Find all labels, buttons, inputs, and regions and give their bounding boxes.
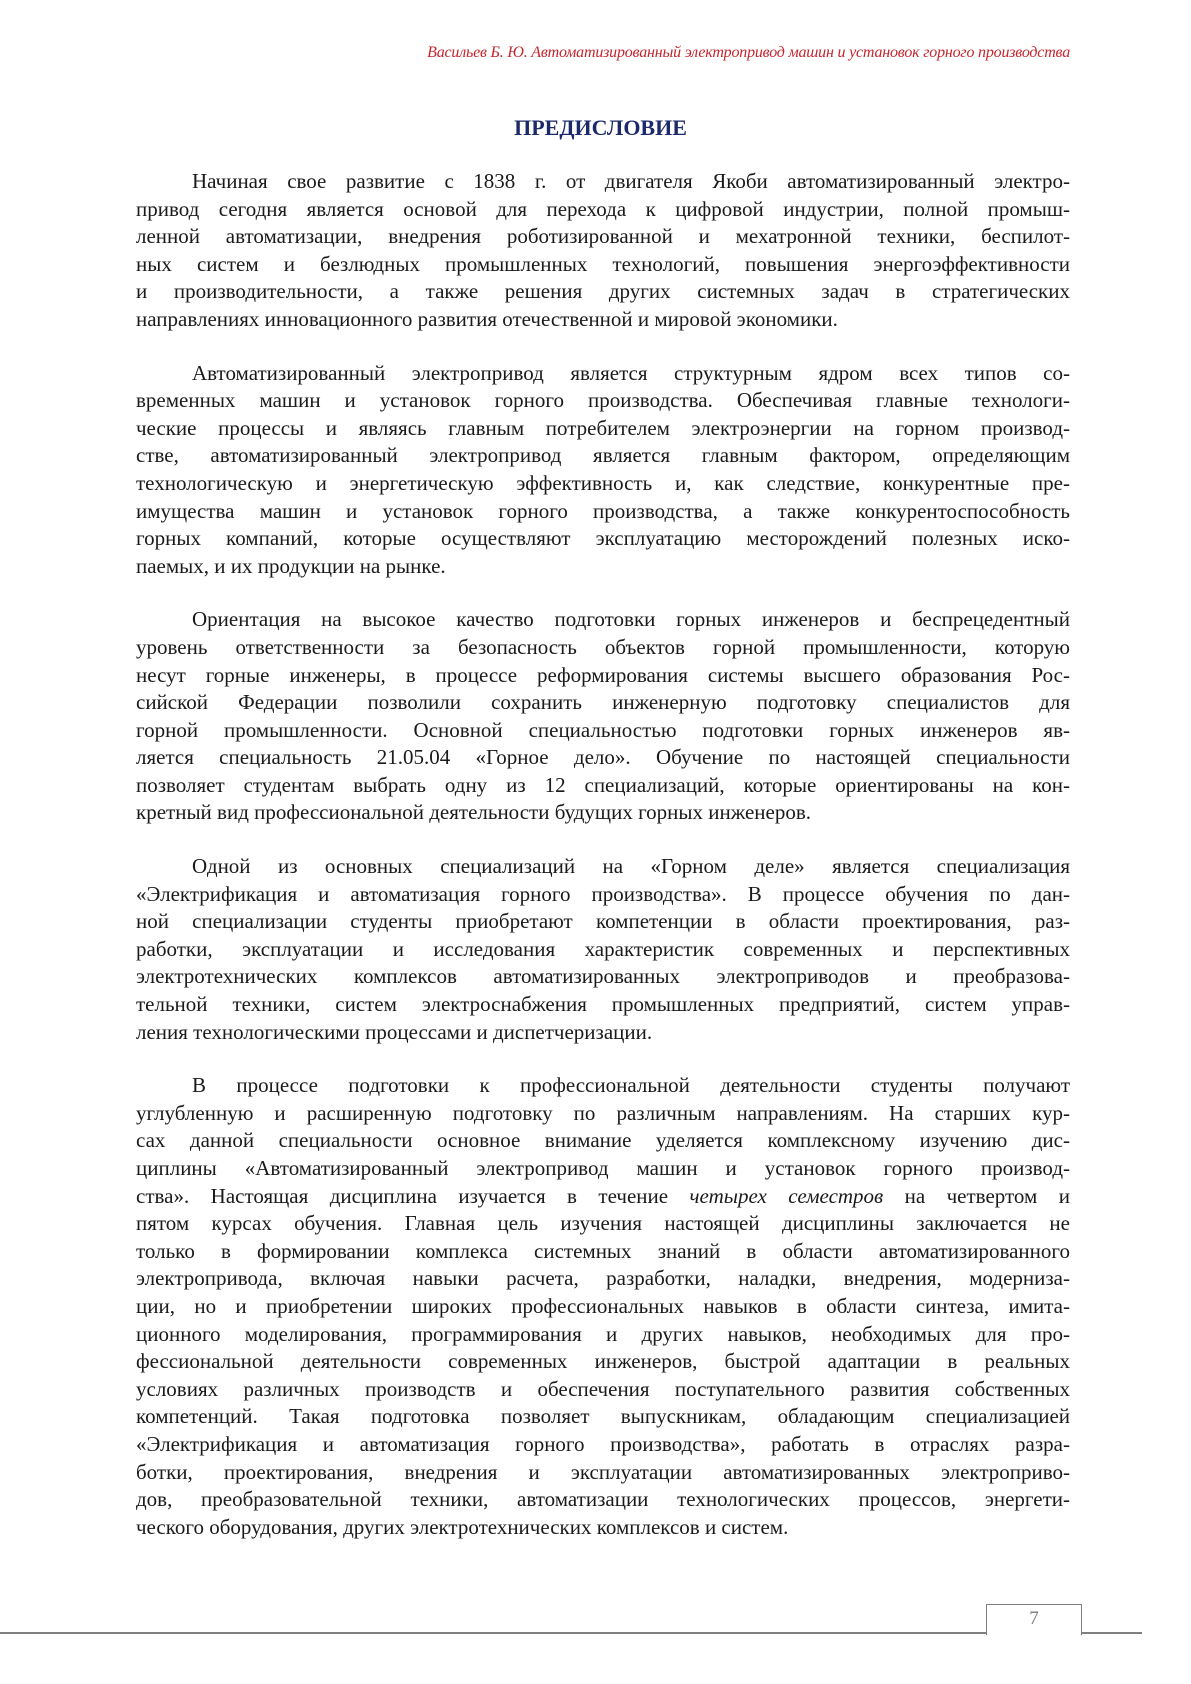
- text-line: кретный вид профессиональной деятельности будущих горных инженеров.: [136, 800, 812, 825]
- text-line: ляется специальность 21.05.04 «Горное дело». Обучение по настоящей специальности: [136, 745, 1070, 770]
- text-line: паемых, и их продукции на рынке.: [136, 553, 446, 578]
- text-line: привод сегодня является основой для перехода к цифровой индустрии, полной промыш-: [136, 196, 1070, 221]
- text-line: пятом курсах обучения. Главная цель изучения настоящей дисциплины заключается не: [136, 1211, 1070, 1236]
- italic-text: четырех семестров: [689, 1183, 884, 1208]
- text-line: ботки, проектирования, внедрения и эксплуатации автоматизированных электроприво-: [136, 1459, 1070, 1484]
- text-line: технологическую и энергетическую эффективность и, как следствие, конкурентные пре-: [136, 470, 1070, 495]
- text-line: и производительности, а также решения других системных задач в стратегических: [136, 279, 1070, 304]
- paragraph: [136, 168, 1070, 334]
- text-line: ленной автоматизации, внедрения роботизированной и мехатронной техники, беспилот-: [136, 224, 1070, 249]
- text-segment: ства». Настоящая дисциплина изучается в течение: [136, 1183, 690, 1208]
- running-header: Васильев Б. Ю. Автоматизированный электропривод машин и установок горного производства: [427, 44, 1070, 61]
- text-line: сийской Федерации позволили сохранить инженерную подготовку специалистов для: [136, 690, 1070, 715]
- text-segment: на четвертом и: [883, 1183, 1070, 1208]
- text-line: ционного моделирования, программирования и других навыков, необходимых для про-: [136, 1321, 1070, 1346]
- text-line: Ориентация на высокое качество подготовки горных инженеров и беспрецедентный: [192, 607, 1070, 632]
- page-title: ПРЕДИСЛОВИЕ: [514, 115, 687, 140]
- text-line: компетенций. Такая подготовка позволяет выпускникам, обладающим специализацией: [136, 1404, 1070, 1429]
- text-line: В процессе подготовки к профессиональной деятельности студенты получают: [192, 1073, 1070, 1098]
- text-line: направлениях инновационного развития отечественной и мировой экономики.: [136, 306, 838, 331]
- text-line: Автоматизированный электропривод является структурным ядром всех типов со-: [192, 360, 1070, 385]
- text-line: имущества машин и установок горного производства, а также конкурентоспособность: [136, 498, 1070, 523]
- footer-rule: [0, 1632, 1142, 1634]
- page-number: 7: [986, 1604, 1082, 1635]
- paragraph: [136, 1072, 1070, 1541]
- text-line: стве, автоматизированный электропривод является главным фактором, определяющим: [136, 443, 1070, 468]
- text-line: ческие процессы и являясь главным потребителем электроэнергии на горном производ-: [136, 415, 1070, 440]
- text-line: горной промышленности. Основной специальностью подготовки горных инженеров яв-: [136, 717, 1070, 742]
- text-line: Начиная свое развитие с 1838 г. от двигателя Якоби автоматизированный электро-: [192, 169, 1070, 193]
- paragraph: [136, 853, 1070, 1046]
- text-line: фессиональной деятельности современных инженеров, быстрой адаптации в реальных: [136, 1349, 1070, 1374]
- text-line: Одной из основных специализаций на «Горном деле» является специализация: [192, 854, 1070, 879]
- text-line: электротехнических комплексов автоматизированных электроприводов и преобразова-: [136, 964, 1070, 989]
- text-line: ческого оборудования, других электротехнических комплексов и систем.: [136, 1514, 789, 1539]
- text-line: углубленную и расширенную подготовку по различным направлениям. На старших кур-: [136, 1100, 1070, 1125]
- text-line: несут горные инженеры, в процессе реформирования системы высшего образования Рос-: [136, 662, 1070, 687]
- text-line: дов, преобразовательной техники, автоматизации технологических процессов, энергети-: [136, 1487, 1070, 1512]
- document-body: [136, 168, 1070, 1567]
- paragraph: [136, 360, 1070, 581]
- paragraph: [136, 606, 1070, 827]
- text-line: «Электрификация и автоматизация горного производства», работать в отраслях разра-: [136, 1431, 1070, 1456]
- text-line: горных компаний, которые осуществляют эксплуатацию месторождений полезных иско-: [136, 526, 1070, 551]
- text-line: уровень ответственности за безопасность объектов горной промышленности, которую: [136, 634, 1070, 659]
- text-line: ных систем и безлюдных промышленных технологий, повышения энергоэффективности: [136, 251, 1070, 276]
- text-line: позволяет студентам выбрать одну из 12 специализаций, которые ориентированы на кон-: [136, 772, 1070, 797]
- text-line: работки, эксплуатации и исследования характеристик современных и перспективных: [136, 936, 1070, 961]
- text-line: ной специализации студенты приобретают компетенции в области проектирования, раз-: [136, 909, 1070, 934]
- text-line: электропривода, включая навыки расчета, разработки, наладки, внедрения, модерниза-: [136, 1266, 1070, 1291]
- text-line: ции, но и приобретении широких профессиональных навыков в области синтеза, имита-: [136, 1293, 1070, 1318]
- text-line: условиях различных производств и обеспечения поступательного развития собственных: [136, 1376, 1070, 1401]
- text-line: сах данной специальности основное внимание уделяется комплексному изучению дис-: [136, 1128, 1070, 1153]
- text-line: тельной техники, систем электроснабжения промышленных предприятий, систем управ-: [136, 992, 1070, 1017]
- text-line: [136, 1183, 1070, 1211]
- text-line: временных машин и установок горного производства. Обеспечивая главные технологи-: [136, 388, 1070, 413]
- text-line: «Электрификация и автоматизация горного производства». В процессе обучения по дан-: [136, 881, 1070, 906]
- text-line: циплины «Автоматизированный электропривод машин и установок горного производ-: [136, 1156, 1070, 1180]
- text-line: ления технологическими процессами и диспетчеризации.: [136, 1019, 653, 1044]
- text-line: только в формировании комплекса системных знаний в области автоматизированного: [136, 1238, 1070, 1263]
